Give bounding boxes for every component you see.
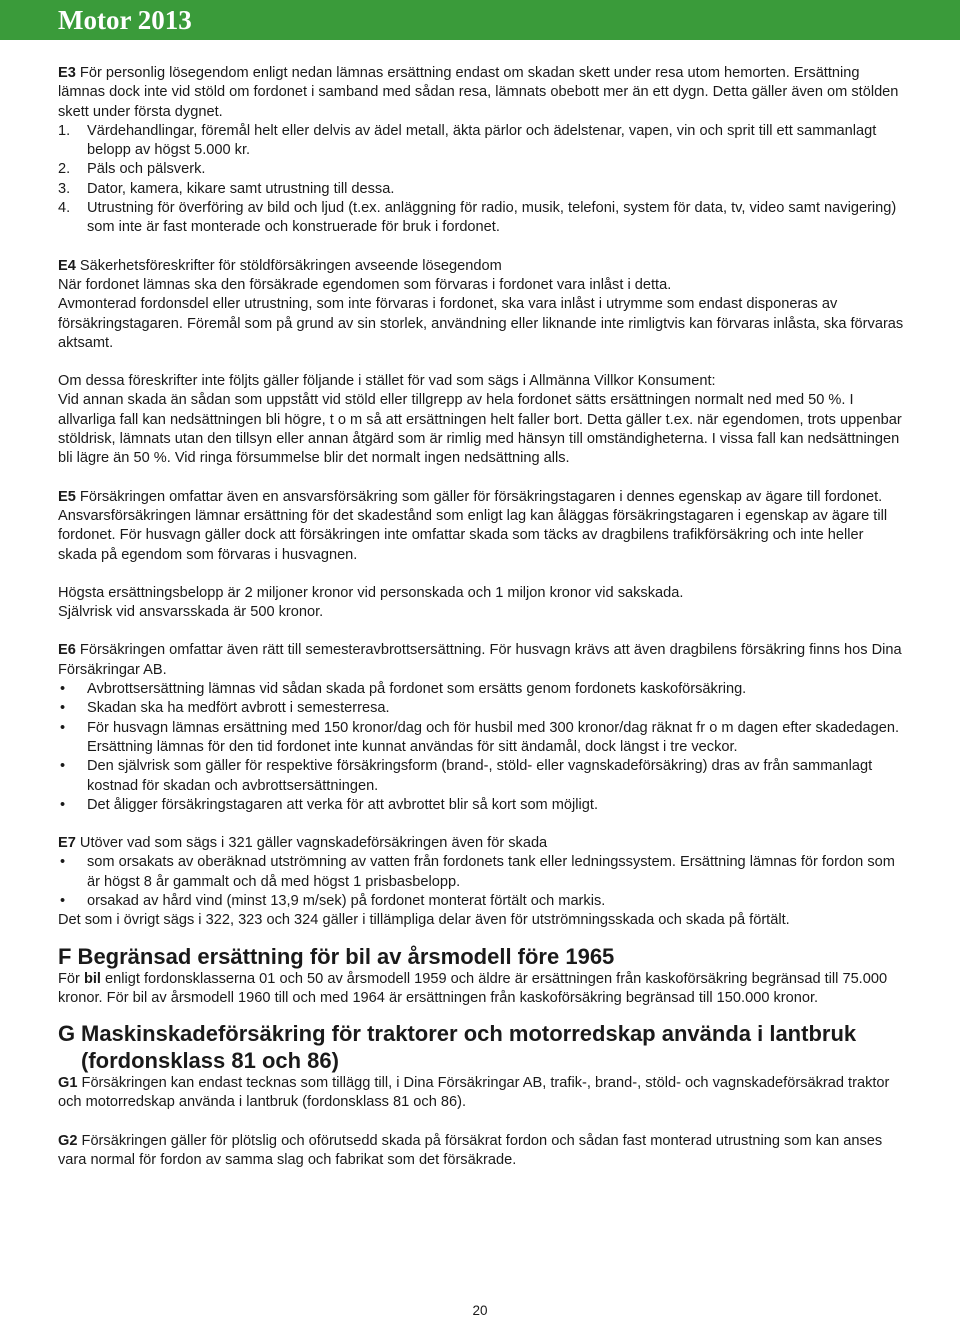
section-e4 [58,257,904,469]
bullet-icon: • [60,719,66,736]
section-label: E4 [58,257,76,274]
bullet-item: • Avbrottsersättning lämnas vid sådan skada på fordonet som ersätts genom fordonets kaskoförsäkring. [58,680,904,699]
document-body [58,64,904,1170]
bullet-item: • Det åligger försäkringstagaren att verka för att avbrottet blir så kort som möjligt. [58,796,904,815]
list-number: 2. [58,161,71,178]
bullet-item: • Den självrisk som gäller för respektive försäkringsform (brand-, stöld- eller vagnskadeförsäkring) dras av från sammanlagt kostnad för skadan och avbrottsersättningen. [60,758,873,794]
bullet-icon: • [60,758,66,775]
section-label: G1 [58,1075,78,1092]
section-e6 [58,641,904,815]
section-g [58,1020,904,1170]
paragraph: När fordonet lämnas ska den försäkrade egendomen som förvaras i fordonet vara inlåst i detta. [58,276,672,293]
section-intro: Försäkringen omfattar även en ansvarsförsäkring som gäller för försäkringstagaren i dennes egenskap av ägare till fordonet. [79,488,883,505]
bullet-icon: • [60,854,66,871]
list-number: 3. [58,180,71,197]
page-header [0,0,960,40]
section-intro: Utöver vad som sägs i 321 gäller vagnskadeförsäkringen även för skada [79,835,548,852]
bullet-item: • För husvagn lämnas ersättning med 150 kronor/dag och för husbil med 300 kronor/dag räknat fr o m dagen efter skadedagen. Ersättning lämnas för den tid fordonet inte kunnat användas för sitt ändamål, dock längst i tre veckor. [60,719,900,755]
section-label: E6 [58,642,76,659]
section-e5 [58,488,904,623]
paragraph: Försäkringen gäller för plötslig och oförutsedd skada på försäkrat fordon och sådan fast monterad utrustning som kan anses vara normal för fordon av samma slag och fabrikat som det försäkrade. [58,1132,883,1169]
list-text: Utrustning för överföring av bild och ljud (t.ex. anläggning för radio, musik, telefoni, system för data, tv, video samt navigering) som inte är fast monterade och konstruerade för bruk i fordonet. [87,200,897,236]
list-text: Värdehandlingar, föremål helt eller delvis av ädel metall, äkta pärlor och ädelstenar, vapen, vin och sprit till ett sammanlagt belopp av högst 5.000 kr. [87,122,877,159]
section-intro: Försäkringen omfattar även rätt till semesteravbrottsersättning. För husvagn krävs att även dragbilens försäkring finns hos Dina Försäkringar AB. [58,642,902,678]
list-item [58,160,904,179]
paragraph: Vid annan skada än sådan som uppstått vid stöld eller tillgrepp av hela fordonet sätts ersättningen normalt ned med 50 %. I allvarliga fall kan nedsättningen bli högre, t o m så att ersättningen helt faller bort. Detta gäller t.ex. när egendomen, trots uppenbar stöldrisk, lämnats utan den tillsyn eller annan åtgärd som är rimlig med hänsyn till omständigheterna. I vissa fall kan nedsättningen bli lägre än 50 %. Vid ringa försummelse blir det normalt ingen nedsättning alls. [58,392,902,467]
section-label: E7 [58,835,76,852]
paragraph: Om dessa föreskrifter inte följts gäller följande i stället för vad som sägs i Allmänna Villkor Konsument: [58,373,716,390]
bullet-icon: • [60,796,66,813]
bullet-item: • som orsakats av oberäknad utströmning av vatten från fordonets tank eller ledningssystem. Ersättning lämnas för fordon som är högst 8 år gammalt och då med högst 1 prisbasbelopp. [60,854,895,890]
paragraph: Självrisk vid ansvarsskada är 500 kronor. [58,604,324,621]
list-text: Dator, kamera, kikare samt utrustning till dessa. [87,180,395,197]
paragraph: Högsta ersättningsbelopp är 2 miljoner kronor vid personskada och 1 miljon kronor vid sakskada. [58,584,684,601]
list-number: 1. [58,122,71,139]
list-text: Päls och pälsverk. [87,161,206,178]
bullet-icon: • [60,700,66,717]
list-item [58,199,904,238]
section-title: Säkerhetsföreskrifter för stöldförsäkringen avseende lösegendom [79,257,502,274]
header-title: Motor 2013 [58,5,192,35]
section-label: E5 [58,488,76,505]
list-number: 4. [58,200,71,217]
section-label: G2 [58,1132,78,1149]
list-item [58,180,904,199]
section-f [58,943,904,1009]
section-e7 [58,834,904,930]
section-heading: G Maskinskadeförsäkring för traktorer och motorredskap använda i lantbruk (fordonsklass 81 och 86) [58,1021,857,1074]
paragraph: Det som i övrigt sägs i 322, 323 och 324 gäller i tillämpliga delar även för utströmningsskada och skada på förtält. [58,912,790,929]
paragraph: För bil enligt fordonsklasserna 01 och 50 av årsmodell 1959 och äldre är ersättningen från kaskoförsäkring begränsad till 75.000 kronor. För bil av årsmodell 1960 till och med 1964 är ersättningen från kaskoförsäkring begränsad till 150.000 kronor. [58,970,888,1006]
section-e3 [58,64,904,238]
paragraph: Avmonterad fordonsdel eller utrustning, som inte förvaras i fordonet, ska vara inlåst i utrymme som endast disponeras av försäkringstagaren. Föremål som på grund av sin storlek, användning eller liknande inte rimligtvis kan förvaras inlåsta, ska förvaras aktsamt. [58,296,904,351]
section-intro: För personlig lösegendom enligt nedan lämnas ersättning endast om skadan skett under resa utom hemorten. Ersättning lämnas dock inte vid stöld om fordonet i samband med sådan resa, lämnats obebott mer än ett dygn. Detta gäller även om stölden skett under första dygnet. [58,65,899,120]
paragraph: Försäkringen kan endast tecknas som tillägg till, i Dina Försäkringar AB, trafik-, brand-, stöld- och vagnskadeförsäkrad traktor och motorredskap använda i lantbruk (fordonsklass 81 och 86). [58,1075,890,1111]
bullet-item: • Skadan ska ha medfört avbrott i semesterresa. [58,699,904,718]
bullet-icon: • [60,892,66,909]
section-heading: F Begränsad ersättning för bil av årsmodell före 1965 [58,943,615,969]
paragraph: Ansvarsförsäkringen lämnar ersättning för det skadestånd som enligt lag kan åläggas försäkringstagaren i egenskap av ägare till fordonet. För husvagn gäller dock att försäkringen inte omfattar skada som täcks av dragbilens trafikförsäkring och inte heller skada på egendom som förvaras i husvagnen. [58,507,888,563]
bullet-icon: • [60,681,66,698]
section-label: E3 [58,65,76,81]
list-item [58,122,904,161]
page-number: 20 [472,1303,488,1318]
bullet-item: • orsakad av hård vind (minst 13,9 m/sek) på fordonet monterat förtält och markis. [58,892,904,911]
